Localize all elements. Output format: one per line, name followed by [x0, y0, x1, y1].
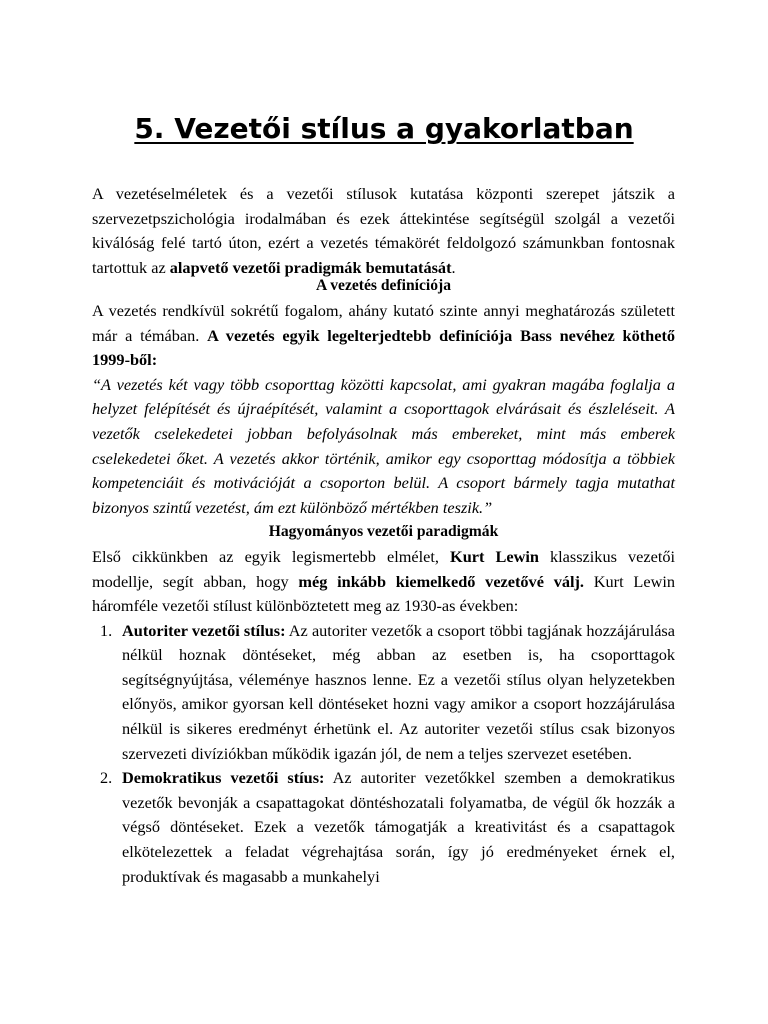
- section-heading-definition: A vezetés definíciója: [315, 277, 452, 295]
- definition-paragraph: [92, 299, 675, 373]
- lewin-paragraph: [92, 545, 675, 619]
- section-heading-paradigms: Hagyományos vezetői paradigmák: [268, 523, 499, 541]
- definition-bold: A vezetés egyik legelterjedtebb definíciója Bass nevéhez köthető 1999-ből:: [92, 325, 676, 370]
- list-item-text: Az autoriter vezetőkkel szemben a demokratikus vezetők bevonják a csapattagokat döntéshozatali folyamatba, de végül ők hozzák a végső döntéseket. Ezek a vezetők támogatják a kreativitást és a csapattagok elkötelezettek a feladat végrehajtása során, így jó eredményeket érnek el, produktívak és magasabb a munkahelyi: [122, 768, 675, 886]
- list-item: [92, 619, 675, 767]
- list-item-text: Az autoriter vezetők a csoport többi tagjának hozzájárulása nélkül hoznak döntéseket, még abban az esetben is, ha csoporttagok segítségnyújtása, véleménye hasznos lenne. Ez a vezetői stílus olyan helyzetekben előnyös, amikor gyorsan kell döntéseket hozni vagy amikor a csoport hozzájárulása nélkül is sikeres eredményt érhetünk el. Az autoriter vezetői stílus csak bizonyos szervezeti divíziókban működik igazán jól, de nem a teljes szervezet esetében.: [122, 620, 675, 763]
- leadership-styles-list: [92, 619, 675, 890]
- lewin-text-2: klasszikus vezetői modellje, segít abban, hogy: [92, 546, 676, 591]
- lewin-bold: még inkább kiemelkedő vezetővé válj.: [298, 571, 584, 591]
- lewin-text-3: Kurt Lewin háromféle vezetői stílust különböztetett meg az 1930-as években:: [92, 571, 675, 616]
- list-item-label: Autoriter vezetői stílus:: [122, 620, 286, 640]
- list-item-label: Demokratikus vezetői stíus:: [122, 768, 325, 788]
- bass-quote: “A vezetés két vagy több csoporttag közötti kapcsolat, ami gyakran magába foglalja a helyzet felépítését és újraépítését, valamint a csoporttagok elvárásait és észleléseit. A vezetők cselekedetei jobban befolyásolnak más embereket, mint más emberek cselekedetei őket. A vezetés akkor történik, amikor egy csoporttag módosítja a többiek kompetenciáit és motivációját a csoporton belül. A csoport bármely tagja mutathat bizonyos szintű vezetést, ám ezt különböző mértékben teszik.”: [92, 374, 675, 517]
- list-item-number: 2.: [100, 768, 113, 788]
- page-title: 5. Vezetői stílus a gyakorlatban: [134, 112, 634, 145]
- intro-end: .: [451, 257, 456, 277]
- list-item-number: 1.: [100, 620, 113, 640]
- definition-text: A vezetés rendkívül sokrétű fogalom, ahány kutató szinte annyi meghatározás született már a témában.: [92, 300, 675, 345]
- intro-paragraph: [92, 182, 675, 280]
- lewin-name: Kurt Lewin: [450, 546, 539, 566]
- intro-text: A vezetéselméletek és a vezetői stílusok kutatása központi szerepet játszik a szervezetpszichológia irodalmában és ezek áttekintése segítségül szolgál a vezetői kiválóság felé tartó úton, ezért a vezetés témakörét feldolgozó számunkban fontosnak tartottuk az: [92, 184, 675, 277]
- lewin-text-1: Első cikkünkben az egyik legismertebb elmélet,: [92, 546, 451, 566]
- intro-bold: alapvető vezetői pradigmák bemutatását: [169, 257, 452, 277]
- list-item: [92, 766, 675, 889]
- document-body: [92, 182, 675, 889]
